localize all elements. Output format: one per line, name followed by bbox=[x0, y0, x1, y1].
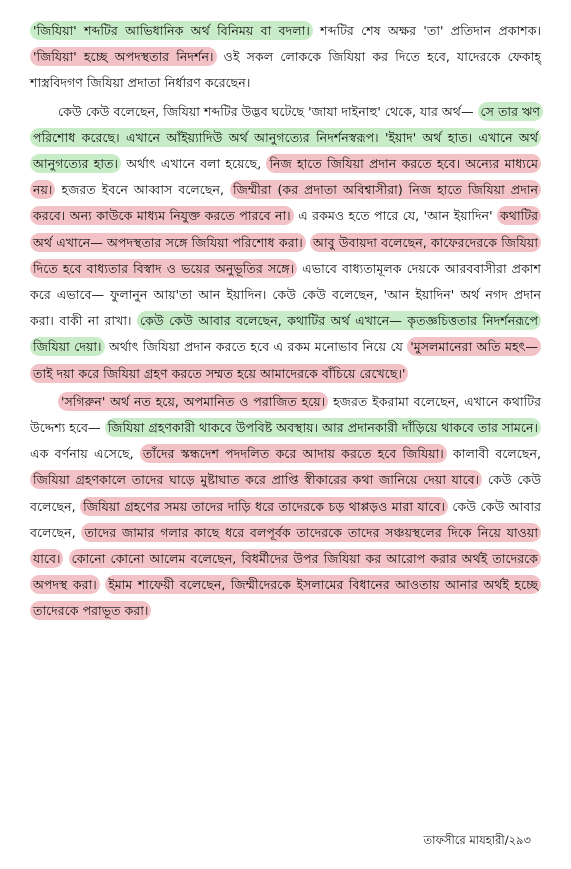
highlight-pink: নিজ হাতে জিযিয়া প্রদান করতে হবে। অন্যের মাধ্যমে নয়। bbox=[30, 154, 541, 199]
text-run: এক বর্ণনায় এসেছে, bbox=[30, 446, 140, 462]
highlight-green: 'জিযিয়া' শব্দটির আভিধানিক অর্থ বিনিময় বা বদলা। bbox=[30, 21, 313, 40]
text-run bbox=[63, 551, 68, 566]
highlight-green: সে তার ঋণ পরিশোধ করেছে। এখানে আঁইয়্যাদিউ অর্থ আনুগত্যের নিদর্শনস্বরূপ। 'ইয়াদ' অর্থ হাত। এখানে অর্থ আনুগত্যের হাত। bbox=[30, 102, 543, 173]
text-run: ওই সকল লোককে জিযিয়া কর দিতে হবে, যাদেরকে ফেকাহ্‌ শাস্ত্রবিদগণ জিযিয়া প্রদাতা নির্ধারণ করেছেন। bbox=[30, 49, 541, 91]
text-run: হজরত ইবনে আব্বাস বলেছেন, bbox=[55, 182, 231, 198]
highlight-pink: তাদের জামার গলার কাছে ধরে বলপূর্বক তাদেরকে তাদের সঞ্চয়স্থলের দিকে নিয়ে যাওয়া যাবে। bbox=[30, 523, 541, 568]
highlight-green: কেউ কেউ আবার বলেছেন, কথাটির অর্থ এখানে— কৃতজ্ঞচিত্ততার নিদর্শনরূপে জিযিয়া দেয়া। bbox=[30, 311, 541, 356]
text-run: কেউ কেউ বলেছেন, bbox=[30, 472, 542, 514]
body-text bbox=[30, 18, 541, 625]
text-run: কালাবী বলেছেন, bbox=[446, 446, 541, 462]
highlight-pink: কথাটির অর্থ এখানে— অপদস্থতার সঙ্গে জিযিয়া পরিশোধ করা। bbox=[30, 206, 541, 251]
highlight-pink: 'মুসলমানেরা অতি মহৎ— তাই দয়া করে জিযিয়া গ্রহণ করতে সম্মত হয়ে আমাদেরকে বাঁচিয়ে রেখেছে।' bbox=[30, 337, 541, 382]
highlight-pink: কোনো কোনো আলেম বলেছেন, বিধর্মীদের উপর জিযিয়া কর আরোপ করার অর্থই তাদেরকে অপদস্থ করা। bbox=[30, 549, 541, 594]
text-run: অর্থাৎ এখানে বলা হয়েছে, bbox=[121, 156, 267, 172]
paragraph bbox=[30, 389, 541, 625]
highlight-pink: ইমাম শাফেয়ী বলেছেন, জিম্মীদেরকে ইসলামের বিধানের আওতায় আনার অর্থই হচ্ছে তাদেরকে পরাভূত করা। bbox=[30, 575, 541, 620]
page-footer: তাফসীরে মাযহারী/২৯৩ bbox=[423, 832, 531, 847]
text-run: এভাবে বাধ্যতামূলক দেয়কে আরববাসীরা প্রকাশ করে এভাবে— ফুলানুন আয়'তা আন ইয়াদিন। কেউ কেউ বলেছেন, 'আন ইয়াদিন' অর্থ নগদ প্রদান করা। বাকী না রাখা। bbox=[30, 260, 541, 329]
highlight-pink: 'জিযিয়া' হচ্ছে অপদস্থতার নিদর্শন। bbox=[30, 47, 217, 66]
highlight-pink: জিযিয়া গ্রহণকালে তাদের ঘাড়ে মুষ্টাঘাত করে প্রাপ্তি স্বীকারের কথা জানিয়ে দেয়া যাবে। bbox=[30, 470, 482, 489]
text-run: হজরত ইকরামা বলেছেন, এখানে কথাটির উদ্দেশ্য হবে— bbox=[30, 393, 541, 436]
highlight-pink: 'সগিরুন' অর্থ নত হয়ে, অপমানিত ও পরাজিত হয়ে। bbox=[58, 392, 328, 411]
highlight-pink: জিম্মীরা (কর প্রদাতা অবিশ্বাসীরা) নিজ হাতে জিযিয়া প্রদান করবে। অন্য কাউকে মাধ্যম নিযুক্ত করতে পারবে না। bbox=[30, 180, 541, 225]
highlight-pink: আবু উবায়দা বলেছেন, কাফেরদেরকে জিযিয়া দিতে হবে বাধ্যতার বিস্বাদ ও ভয়ের অনুভূতির সঙ্গে। bbox=[30, 233, 541, 278]
text-run: কেউ কেউ বলেছেন, জিযিয়া শব্দটির উদ্ভব ঘটেছে 'জাযা দাইনাহু' থেকে, যার অর্থ— bbox=[58, 103, 478, 119]
paragraph bbox=[30, 18, 541, 97]
highlight-pink: তাঁদের স্কন্ধদেশ পদদলিত করে আদায় করতে হবে জিযিয়া। bbox=[140, 444, 447, 463]
text-run: শব্দটির শেষ অক্ষর 'তা' প্রতিদান প্রকাশক। bbox=[312, 23, 542, 38]
highlight-pink: জিযিয়া গ্রহণের সময় তাদের দাড়ি ধরে তাদেরকে চড় থাপ্পড়ও মারা যাবে। bbox=[80, 497, 448, 516]
text-run: এ রকমও হতে পারে যে, 'আন ইয়াদিন' bbox=[293, 208, 497, 224]
text-run: অর্থাৎ জিযিয়া প্রদান করতে হবে এ রকম মনোভাব নিয়ে যে bbox=[104, 339, 408, 355]
paragraph bbox=[30, 99, 541, 387]
text-run: কেউ কেউ আবার বলেছেন, bbox=[30, 498, 542, 540]
highlight-green: জিযিয়া গ্রহণকারী থাকবে উপবিষ্ট অবস্থায়। আর প্রদানকারী দাঁড়িয়ে থাকবে তার সামনে। bbox=[105, 418, 541, 437]
